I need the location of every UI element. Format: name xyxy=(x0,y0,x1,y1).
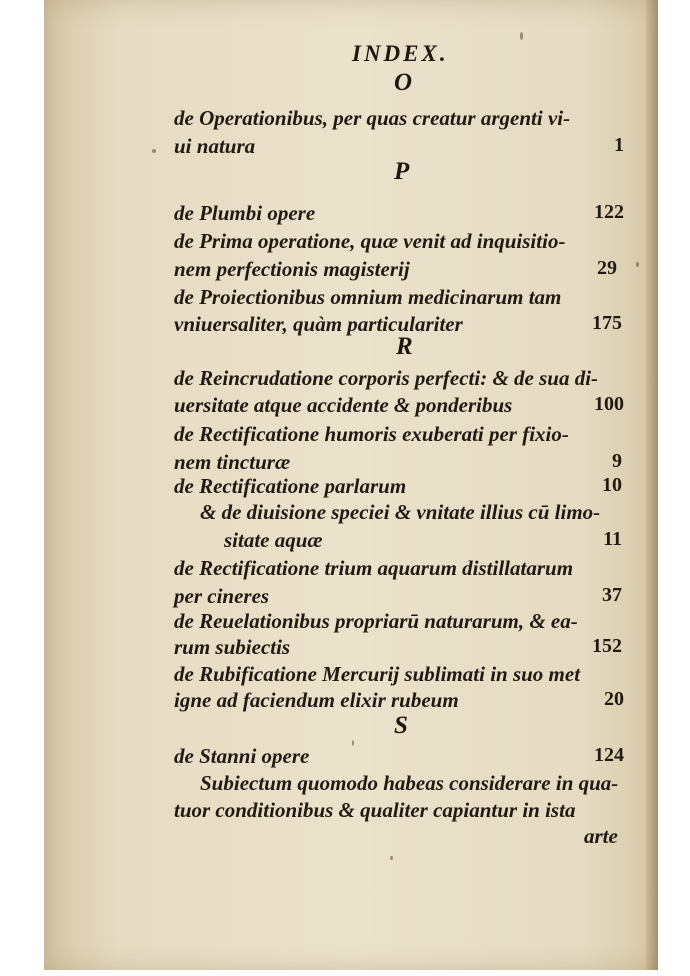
page-header: INDEX. xyxy=(352,41,449,66)
section-letter-r: R xyxy=(396,333,413,360)
page-number: 20 xyxy=(604,688,624,710)
index-entry-line: igne ad faciendum elixir rubeum xyxy=(174,688,459,712)
page-number: 29 xyxy=(597,257,617,279)
index-entry-line: ui natura xyxy=(174,134,256,158)
index-entry-line: uersitate atque accidente & ponderibus xyxy=(174,393,513,417)
paper-speck xyxy=(390,856,393,860)
index-entry-line: rum subiectis xyxy=(174,635,291,659)
index-entry-line: de Rectificatione parlarum xyxy=(174,474,407,498)
page-number: 122 xyxy=(594,201,624,223)
paper-speck xyxy=(636,262,639,267)
index-entry-line: de Reuelationibus propriarū naturarum, & ea- xyxy=(174,609,578,633)
index-entry-line: de Rectificatione trium aquarum distillatarum xyxy=(174,556,574,580)
index-entry-line: de Plumbi opere xyxy=(174,201,316,225)
page-number: 37 xyxy=(602,584,622,606)
page-number: 100 xyxy=(594,393,624,415)
page-number: 1 xyxy=(614,134,624,156)
index-entry-line: de Rectificatione humoris exuberati per fixio- xyxy=(174,422,569,446)
paper-speck xyxy=(520,32,523,40)
page-number: 10 xyxy=(602,474,622,496)
section-letter-s: S xyxy=(394,712,408,739)
index-entry-line: tuor conditionibus & qualiter capiantur in ista xyxy=(174,798,576,822)
page-edge xyxy=(646,0,658,970)
index-entry-line: de Prima operatione, quæ venit ad inquisitio- xyxy=(174,229,566,253)
section-letter-o: O xyxy=(394,69,413,96)
index-entry-line: sitate aquæ xyxy=(224,528,323,552)
index-entry-line: vniuersaliter, quàm particulariter xyxy=(174,312,463,336)
index-entry-line: de Rubificatione Mercurij sublimati in suo met xyxy=(174,662,581,686)
index-entry-line: & de diuisione speciei & vnitate illius cū limo- xyxy=(200,500,601,524)
index-entry-line: nem perfectionis magisterij xyxy=(174,257,410,281)
index-entry-line: nem tincturæ xyxy=(174,450,291,474)
page-number: 124 xyxy=(594,744,624,766)
page-number: 11 xyxy=(603,528,622,550)
page-number: 175 xyxy=(592,312,622,334)
index-entry-line: arte xyxy=(584,824,618,848)
index-entry-line: de Operationibus, per quas creatur argenti vi- xyxy=(174,106,571,130)
paper-speck xyxy=(152,149,156,153)
section-letter-p: P xyxy=(394,158,410,185)
index-entry-line: de Stanni opere xyxy=(174,744,310,768)
page-number: 9 xyxy=(612,450,622,472)
page-number: 152 xyxy=(592,635,622,657)
index-entry-line: per cineres xyxy=(174,584,270,608)
paper-speck xyxy=(352,740,354,746)
index-entry-line: Subiectum quomodo habeas considerare in qua- xyxy=(200,771,619,795)
index-entry-line: de Proiectionibus omnium medicinarum tam xyxy=(174,285,562,309)
index-entry-line: de Reincrudatione corporis perfecti: & de sua di- xyxy=(174,366,599,390)
